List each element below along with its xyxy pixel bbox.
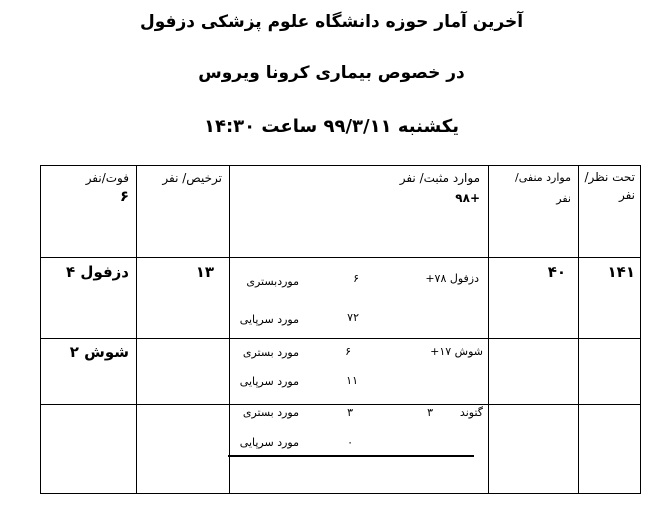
dezful-discharged: ۱۳	[195, 263, 214, 281]
shush-hospitalized-label: مورد بستری	[242, 346, 299, 359]
table-border	[41, 166, 641, 494]
report-subtitle: در خصوص بیماری کرونا ویروس	[198, 63, 465, 83]
header-negative: موارد منفی/	[515, 171, 571, 184]
shush-outpatient-count: ۱۱	[346, 374, 358, 387]
header-under-observation: تحت نظر/	[584, 170, 635, 184]
dezful-negative: ۴۰	[547, 263, 566, 281]
shush-hospitalized-count: ۶	[345, 345, 351, 358]
header-deaths: فوت/نفر	[85, 171, 129, 185]
gotvand-outpatient-count: ۰	[347, 436, 353, 449]
dezful-hospitalized-label: موردبستری	[246, 275, 299, 288]
gotvand-hospitalized-label: مورد بستری	[242, 406, 299, 419]
header-under-observation-unit: نفر	[618, 188, 635, 202]
dezful-deaths: دزفول ۴	[66, 263, 129, 281]
header-deaths-total: ۶	[119, 187, 129, 205]
shush-deaths: شوش ۲	[69, 343, 129, 361]
gotvand-label: گتوند	[459, 406, 483, 419]
report-title: آخرین آمار حوزه دانشگاه علوم پزشکی دزفول	[139, 12, 524, 32]
dezful-hospitalized-count: ۶	[353, 272, 359, 285]
dezful-outpatient-count: ۷۲	[347, 311, 359, 324]
header-discharged: ترخیص/ نفر	[162, 171, 222, 185]
gotvand-outpatient-label: مورد سرپایی	[239, 436, 299, 449]
dezful-positive: دزفول ۷۸+	[425, 272, 479, 285]
shush-positive: شوش ۱۷+	[430, 345, 483, 358]
report-date: یکشنبه ۹۹/۳/۱۱ ساعت ۱۴:۳۰	[203, 116, 459, 137]
header-positive-total: +۹۸	[455, 191, 480, 205]
header-negative-unit: نفر	[556, 192, 571, 205]
shush-outpatient-label: مورد سرپایی	[239, 375, 299, 388]
dezful-under-observation: ۱۴۱	[607, 263, 635, 281]
gotvand-hospitalized-count: ۳	[347, 406, 353, 419]
gotvand-count: ۳	[427, 406, 433, 419]
dezful-outpatient-label: مورد سرپایی	[239, 313, 299, 326]
header-positive: موارد مثبت/ نفر	[399, 171, 480, 185]
